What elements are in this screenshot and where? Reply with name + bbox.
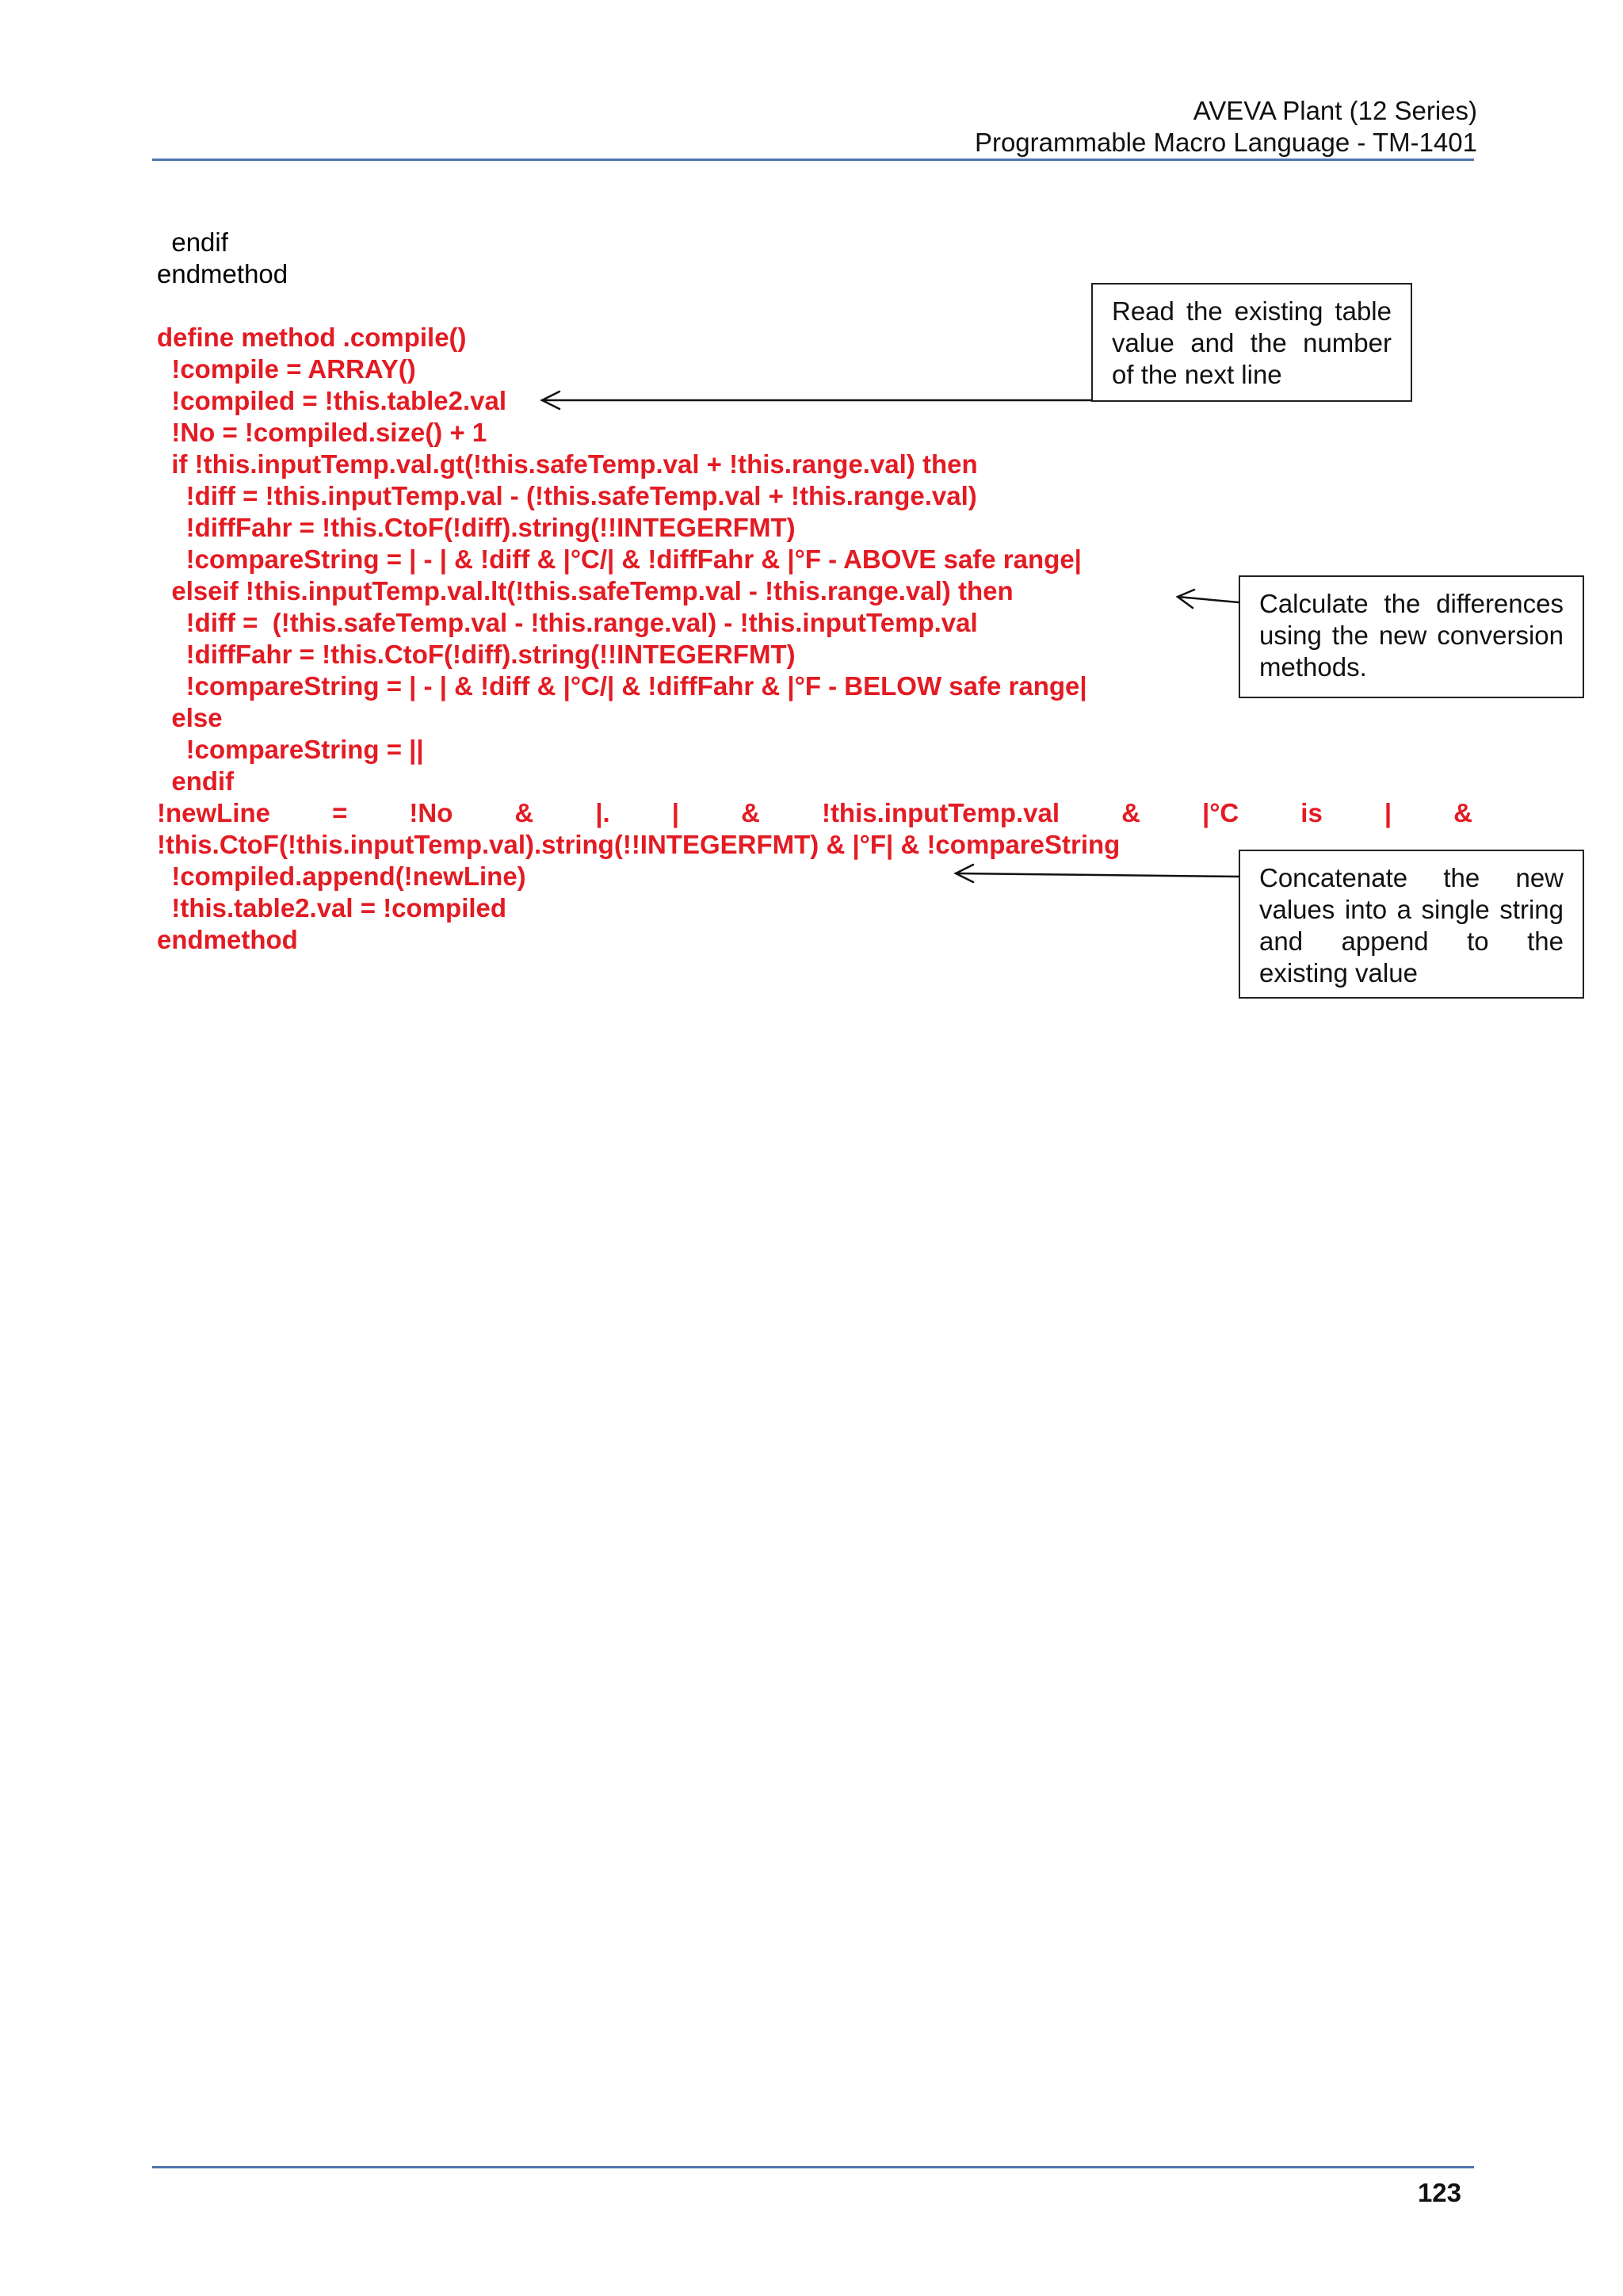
- code-line: define method .compile(): [157, 323, 467, 352]
- page-number: 123: [1417, 2178, 1461, 2207]
- code-line: !compareString = ||: [157, 735, 424, 764]
- code-line: endmethod: [157, 925, 298, 954]
- code-line: !compiled = !this.table2.val: [157, 386, 507, 415]
- callout-concatenate: Concatenate the new values into a single string and append to the existing value: [1239, 850, 1584, 999]
- code-line: !newLine = !No & |. | & !this.inputTemp.val & |°C is | &: [157, 798, 1472, 827]
- code-line: if !this.inputTemp.val.gt(!this.safeTemp.val + !this.range.val) then: [157, 449, 978, 479]
- callout-calculate: Calculate the differences using the new conversion methods.: [1239, 575, 1584, 698]
- page-header: [975, 95, 1477, 159]
- header-product: AVEVA Plant (12 Series): [1193, 96, 1477, 125]
- code-line: !diff = (!this.safeTemp.val - !this.range.val) - !this.inputTemp.val: [157, 608, 978, 637]
- code-line: !compile = ARRAY(): [157, 354, 416, 384]
- code-line: !No = !compiled.size() + 1: [157, 418, 487, 447]
- code-line: !diffFahr = !this.CtoF(!diff).string(!!INTEGERFMT): [157, 640, 796, 669]
- code-line: !this.CtoF(!this.inputTemp.val).string(!!INTEGERFMT) & |°F| & !compareString: [157, 830, 1121, 859]
- code-line: endif: [157, 766, 235, 796]
- code-line: elseif !this.inputTemp.val.lt(!this.safeTemp.val - !this.range.val) then: [157, 576, 1014, 606]
- code-line: !diff = !this.inputTemp.val - (!this.safeTemp.val + !this.range.val): [157, 481, 977, 510]
- code-line: endif: [157, 227, 228, 257]
- header-course-title: Programmable Macro Language - TM-1401: [974, 128, 1477, 157]
- code-line: !compareString = | - | & !diff & |°C/| & !diffFahr & |°F - ABOVE safe range|: [157, 544, 1082, 574]
- header-rule: [152, 159, 1474, 161]
- code-line: !diffFahr = !this.CtoF(!diff).string(!!INTEGERFMT): [157, 513, 796, 542]
- code-line: !compiled.append(!newLine): [157, 861, 526, 891]
- footer-rule: [152, 2166, 1474, 2168]
- code-line: !compareString = | - | & !diff & |°C/| & !diffFahr & |°F - BELOW safe range|: [157, 671, 1087, 701]
- code-line: !this.table2.val = !compiled: [157, 893, 507, 923]
- code-line: else: [157, 703, 223, 732]
- callout-read-table: Read the existing table value and the number of the next line: [1091, 283, 1412, 402]
- code-line: endmethod: [157, 259, 288, 288]
